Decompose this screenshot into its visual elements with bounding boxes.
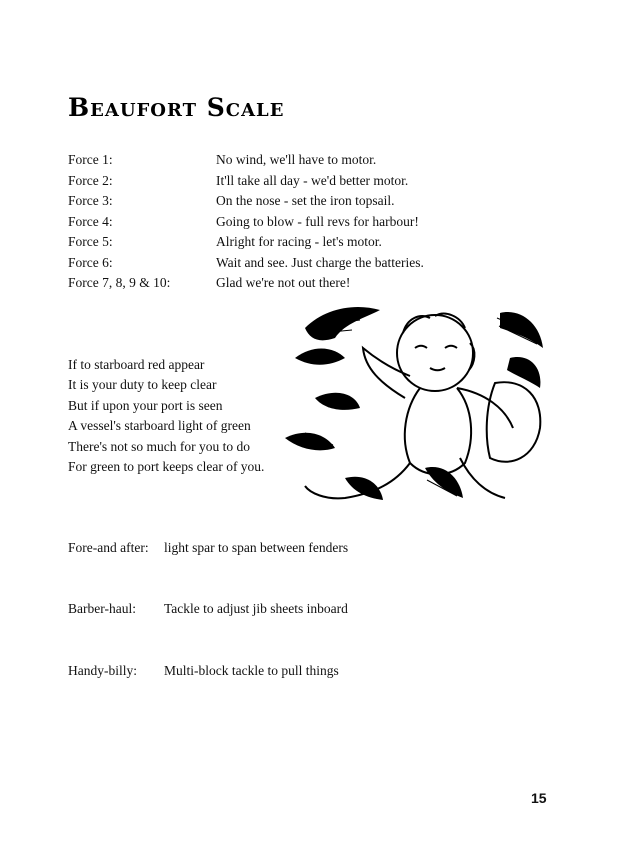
glossary-term: Handy-billy:: [68, 663, 137, 678]
scale-description: No wind, we'll have to motor.: [216, 152, 377, 167]
cherub-illustration: [285, 288, 550, 553]
glossary-entry: [68, 601, 348, 617]
scale-force: Force 7, 8, 9 & 10:: [68, 275, 171, 290]
scale-force: Force 4:: [68, 213, 113, 229]
verse-line: It is your duty to keep clear: [68, 377, 217, 393]
glossary-entry: [68, 663, 339, 679]
glossary-definition: Multi-block tackle to pull things: [164, 663, 339, 678]
scale-force: Force 5:: [68, 234, 113, 249]
scale-description: Glad we're not out there!: [216, 275, 351, 290]
scale-description: Alright for racing - let's motor.: [216, 234, 382, 249]
page-number: 15: [531, 790, 547, 806]
scale-force: Force 2:: [68, 172, 113, 188]
scale-row: [68, 171, 468, 192]
scale-force: Force 3:: [68, 193, 113, 208]
page-title: Beaufort Scale: [68, 93, 285, 122]
verse-line: But if upon your port is seen: [68, 397, 223, 413]
glossary-definition: Tackle to adjust jib sheets inboard: [164, 601, 348, 616]
glossary-entry: [68, 540, 348, 556]
verse: [68, 355, 264, 477]
glossary-term: Fore-and after:: [68, 540, 149, 555]
verse-line: If to starboard red appear: [68, 357, 205, 372]
scale-row: [68, 232, 468, 253]
glossary-definition: light spar to span between fenders: [164, 540, 349, 555]
verse-line: For green to port keeps clear of you.: [68, 458, 265, 474]
verse-line: A vessel's starboard light of green: [68, 418, 251, 434]
beaufort-scale-list: [68, 150, 468, 294]
scale-row: [68, 253, 468, 274]
glossary-term: Barber-haul:: [68, 601, 136, 616]
scale-description: Going to blow - full revs for harbour!: [216, 213, 419, 229]
scale-row: [68, 191, 468, 212]
scale-force: Force 1:: [68, 152, 113, 167]
scale-description: Wait and see. Just charge the batteries.: [216, 254, 424, 270]
verse-line: There's not so much for you to do: [68, 438, 251, 454]
scale-description: On the nose - set the iron topsail.: [216, 193, 395, 208]
scale-description: It'll take all day - we'd better motor.: [216, 172, 409, 188]
scale-force: Force 6:: [68, 254, 113, 270]
scale-row: [68, 212, 468, 233]
scale-row: [68, 150, 468, 171]
